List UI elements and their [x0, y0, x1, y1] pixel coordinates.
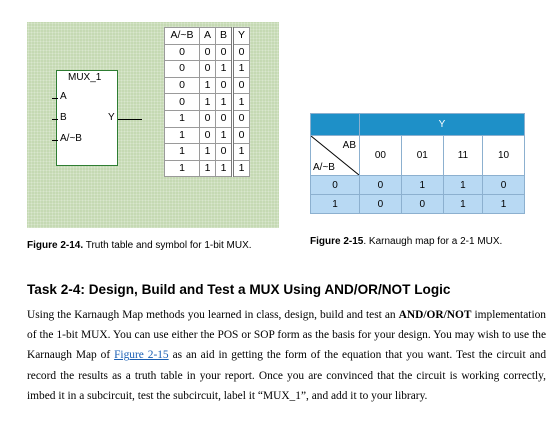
cell: 0 — [483, 176, 525, 195]
input-a-wire — [52, 98, 58, 99]
column-header: 10 — [483, 136, 525, 176]
header-a-not-b: A/~B — [165, 28, 200, 45]
cell: 0 — [401, 195, 443, 214]
karnaugh-title: Y — [360, 114, 525, 136]
input-b-wire — [52, 119, 58, 120]
mux-input-b-label: B — [60, 112, 67, 123]
cell: 0 — [233, 110, 250, 127]
header-y: Y — [233, 28, 250, 45]
cell: 1 — [443, 195, 482, 214]
cell: 1 — [165, 127, 200, 144]
cell: 0 — [360, 176, 402, 195]
corner-ab-label: AB — [342, 140, 356, 151]
table-row — [165, 61, 250, 78]
cell: 1 — [233, 144, 250, 161]
cell: 0 — [216, 44, 233, 61]
cell: 0 — [165, 77, 200, 94]
figure-2-14-caption — [27, 240, 252, 251]
karnaugh-header-row — [311, 136, 525, 176]
truth-table-header — [165, 28, 250, 45]
cell: 0 — [165, 94, 200, 111]
mux-output-y-label: Y — [108, 112, 115, 123]
cell: 0 — [216, 77, 233, 94]
caption-label: Figure 2-14. — [27, 240, 84, 251]
mux-symbol-name: MUX_1 — [68, 72, 102, 83]
task-paragraph — [27, 305, 546, 406]
figure-2-15-caption — [310, 236, 502, 247]
column-header: 11 — [443, 136, 482, 176]
cell: 1 — [200, 160, 216, 177]
para-text-2: implementation of the 1-bit MUX. You can use either the POS or SOP form as the basis for your design. You may wish to use the Karnaugh Map of — [27, 309, 546, 362]
mux-symbol — [56, 70, 142, 164]
cell: 1 — [401, 176, 443, 195]
truth-table — [164, 27, 250, 177]
cell: 1 — [165, 160, 200, 177]
row-label: 0 — [311, 176, 360, 195]
cell: 0 — [233, 127, 250, 144]
table-row — [165, 94, 250, 111]
output-y-wire — [118, 119, 142, 120]
column-header: 01 — [401, 136, 443, 176]
para-text-1: Using the Karnaugh Map methods you learned in class, design, build and test an — [27, 309, 399, 321]
cell: 1 — [200, 94, 216, 111]
cell: 1 — [165, 110, 200, 127]
cell: 0 — [360, 195, 402, 214]
cell: 1 — [443, 176, 482, 195]
karnaugh-title-spacer — [311, 114, 360, 136]
caption-text: Truth table and symbol for 1-bit MUX. — [83, 240, 252, 251]
caption-label: Figure 2-15 — [310, 236, 364, 247]
corner-sel-label: A/~B — [313, 162, 335, 173]
cell: 1 — [483, 195, 525, 214]
cell: 1 — [165, 144, 200, 161]
cell: 0 — [200, 44, 216, 61]
cell: 0 — [233, 77, 250, 94]
cell: 1 — [200, 144, 216, 161]
cell: 1 — [216, 127, 233, 144]
cell: 1 — [216, 160, 233, 177]
cell: 0 — [165, 61, 200, 78]
table-row — [165, 127, 250, 144]
input-sel-wire — [52, 140, 58, 141]
mux-input-a-label: A — [60, 91, 67, 102]
table-row — [165, 160, 250, 177]
cell: 1 — [216, 94, 233, 111]
table-row — [165, 110, 250, 127]
cell: 0 — [233, 44, 250, 61]
header-b: B — [216, 28, 233, 45]
cell: 0 — [200, 110, 216, 127]
header-a: A — [200, 28, 216, 45]
figure-2-15-link[interactable]: Figure 2-15 — [114, 349, 169, 362]
cell: 0 — [216, 110, 233, 127]
column-header: 00 — [360, 136, 402, 176]
para-text-3: as an aid in getting the form of the equation that you want. Test the circuit and record the results as a truth table in your report. Once you are convinced that the circuit is working correctly, imbed it in a subcircuit, test the subcircuit, label it “MUX_1”, and add it to your library. — [27, 349, 547, 402]
table-row — [165, 44, 250, 61]
task-heading: Task 2-4: Design, Build and Test a MUX Using AND/OR/NOT Logic — [27, 282, 451, 297]
karnaugh-corner — [311, 136, 360, 176]
table-row — [311, 176, 525, 195]
figure-2-14-panel — [27, 22, 279, 228]
karnaugh-title-row — [311, 114, 525, 136]
cell: 1 — [233, 61, 250, 78]
table-row — [311, 195, 525, 214]
figure-2-15-karnaugh-map — [310, 113, 525, 220]
mux-input-sel-label: A/~B — [60, 133, 82, 144]
cell: 0 — [200, 61, 216, 78]
cell: 1 — [216, 61, 233, 78]
cell: 0 — [200, 127, 216, 144]
cell: 1 — [200, 77, 216, 94]
row-label: 1 — [311, 195, 360, 214]
para-bold-text: AND/OR/NOT — [398, 309, 472, 321]
cell: 1 — [233, 160, 250, 177]
table-row — [165, 77, 250, 94]
cell: 1 — [233, 94, 250, 111]
table-row — [165, 144, 250, 161]
cell: 0 — [165, 44, 200, 61]
cell: 0 — [216, 144, 233, 161]
karnaugh-map-table — [310, 113, 525, 214]
caption-text: . Karnaugh map for a 2-1 MUX. — [363, 236, 503, 247]
